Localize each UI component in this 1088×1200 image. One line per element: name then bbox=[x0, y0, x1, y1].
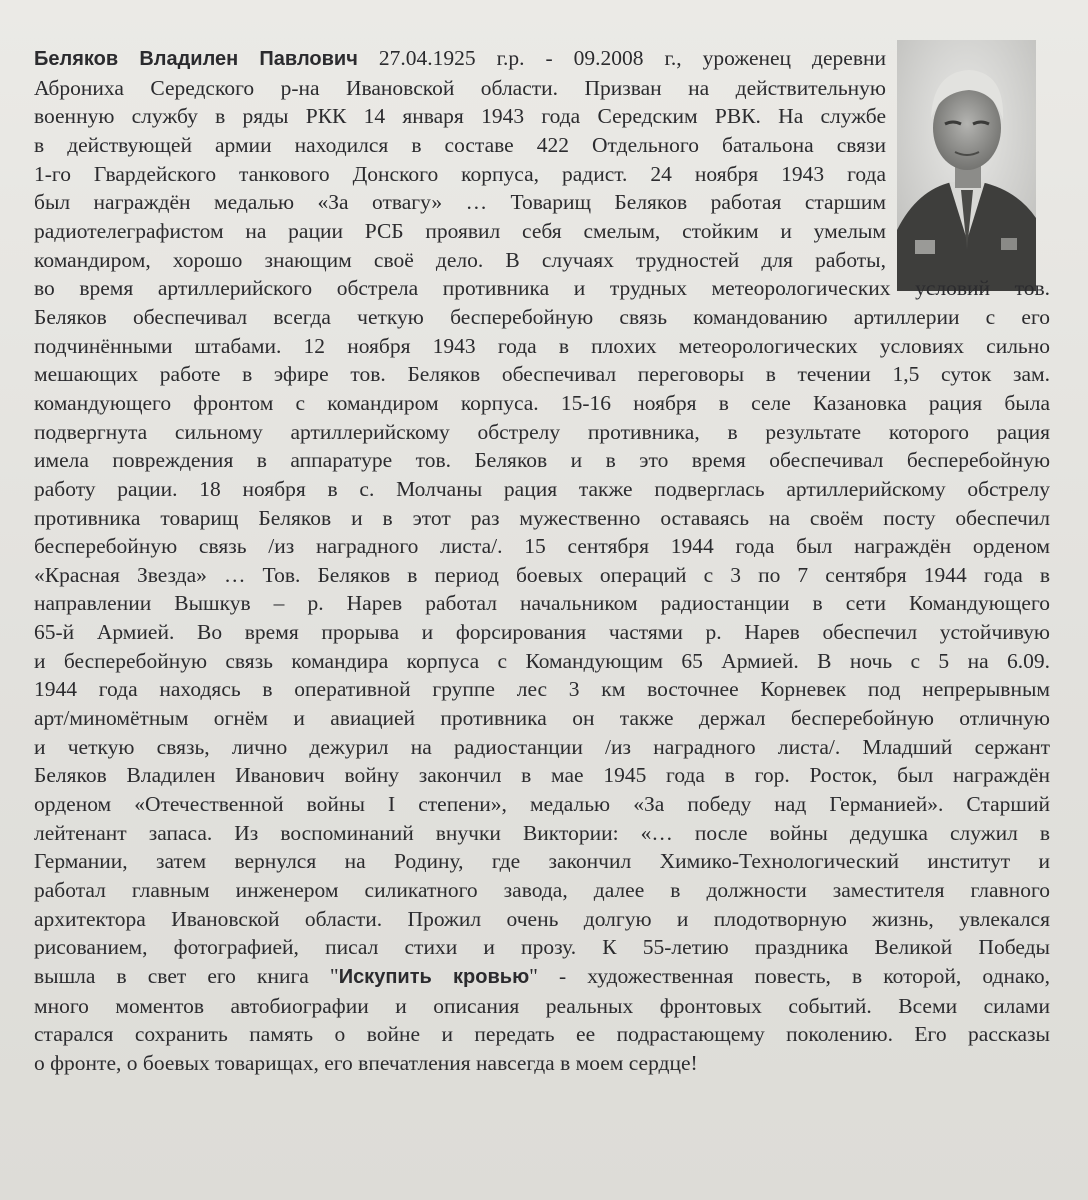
person-name: Беляков Владилен Павлович bbox=[34, 48, 358, 70]
text-line: орденом «Отечественной войны I степени», медалью «За победу над Германией». Старший bbox=[34, 792, 1050, 817]
text-line: Беляков обеспечивал всегда четкую бесперебойную связь командованию артиллерии с его bbox=[34, 304, 1050, 329]
text-line: о фронте, о боевых товарищах, его впечатления навсегда в моем сердце! bbox=[34, 1050, 698, 1075]
text-line: архитектора Ивановской области. Прожил очень долгую и плодотворную жизнь, увлекался bbox=[34, 906, 1050, 931]
text-line: противника товарищ Беляков и в этот раз мужественно оставаясь на своём посту обеспечил bbox=[34, 505, 1050, 530]
text-line: Германии, затем вернулся на Родину, где закончил Химико-Технологический институт и bbox=[34, 849, 1050, 874]
text-line: 1944 года находясь в оперативной группе лес 3 км восточнее Корневек под непрерывным bbox=[34, 677, 1050, 702]
book-title: Искупить кровью bbox=[338, 966, 530, 988]
text-line: военную службу в ряды РКК 14 января 1943 года Середским РВК. На службе bbox=[34, 104, 886, 129]
text-line: старался сохранить память о войне и передать ее подрастающему поколению. Его рассказы bbox=[34, 1022, 1050, 1047]
text-line: работал главным инженером силикатного завода, далее в должности заместителя главного bbox=[34, 878, 1050, 903]
text-line: работу рации. 18 ноября в с. Молчаны рация также подверглась артиллерийскому обстрелу bbox=[34, 476, 1050, 501]
text-line: лейтенант запаса. Из воспоминаний внучки Виктории: «… после войны дедушка служил в bbox=[34, 820, 1050, 845]
text-line: направлении Вышкув – р. Нарев работал начальником радиостанции в сети Командующего bbox=[34, 591, 1050, 616]
text-line: имела повреждения в аппаратуре тов. Беляков и в это время обеспечивал бесперебойную bbox=[34, 448, 1050, 473]
text-line: вышла в свет его книга "Искупить кровью" - художественная повесть, в которой, однако, bbox=[34, 964, 1050, 988]
text-line: командиром, хорошо знающим своё дело. В случаях трудностей для работы, bbox=[34, 247, 886, 272]
text-line: подвергнута сильному артиллерийскому обстрелу противника, в результате которого рация bbox=[34, 419, 1050, 444]
text-line: «Красная Звезда» … Тов. Беляков в период боевых операций с 3 по 7 сентября 1944 года в bbox=[34, 562, 1050, 587]
text-line: в действующей армии находился в составе 422 Отдельного батальона связи bbox=[34, 132, 886, 157]
text-line: мешающих работе в эфире тов. Беляков обеспечивал переговоры в течении 1,5 суток зам. bbox=[34, 362, 1050, 387]
text-line: командующего фронтом с командиром корпуса. 15-16 ноября в селе Казановка рация была bbox=[34, 390, 1050, 415]
text-line: арт/миномётным огнём и авиацией противника он также держал бесперебойную отличную bbox=[34, 706, 1050, 731]
text-line: 1-го Гвардейского танкового Донского корпуса, радист. 24 ноября 1943 года bbox=[34, 161, 886, 186]
text-line: Аброниха Середского р-на Ивановской области. Призван на действительную bbox=[34, 75, 886, 100]
text-line: бесперебойную связь /из наградного листа/. 15 сентября 1944 года был награждён орденом bbox=[34, 534, 1050, 559]
text-line: 65-й Армией. Во время прорыва и форсирования частями р. Нарев обеспечил устойчивую bbox=[34, 620, 1050, 645]
text-line: и бесперебойную связь командира корпуса с Командующим 65 Армией. В ночь с 5 на 6.09. bbox=[34, 648, 1050, 673]
text-line: Беляков Владилен Иванович войну закончил в мае 1945 года в гор. Росток, был награждён bbox=[34, 763, 1050, 788]
text-line: был награждён медалью «За отвагу» … Товарищ Беляков работая старшим bbox=[34, 190, 886, 215]
text-line: во время артиллерийского обстрела противника и трудных метеорологических условий тов. bbox=[34, 276, 1050, 301]
biography-text bbox=[34, 44, 1050, 1078]
text-line: подчинёнными штабами. 12 ноября 1943 года в плохих метеорологических условиях сильно bbox=[34, 333, 1050, 358]
text-line: много моментов автобиографии и описания реальных фронтовых событий. Всеми силами bbox=[34, 993, 1050, 1018]
text-line: рисованием, фотографией, писал стихи и прозу. К 55-летию праздника Великой Победы bbox=[34, 935, 1050, 960]
text-line: радиотелеграфистом на рации РСБ проявил себя смелым, стойким и умелым bbox=[34, 218, 886, 243]
text-line: Беляков Владилен Павлович 27.04.1925 г.р. - 09.2008 г., уроженец деревни bbox=[34, 46, 886, 70]
text-line: и четкую связь, лично дежурил на радиостанции /из наградного листа/. Младший сержант bbox=[34, 734, 1050, 759]
